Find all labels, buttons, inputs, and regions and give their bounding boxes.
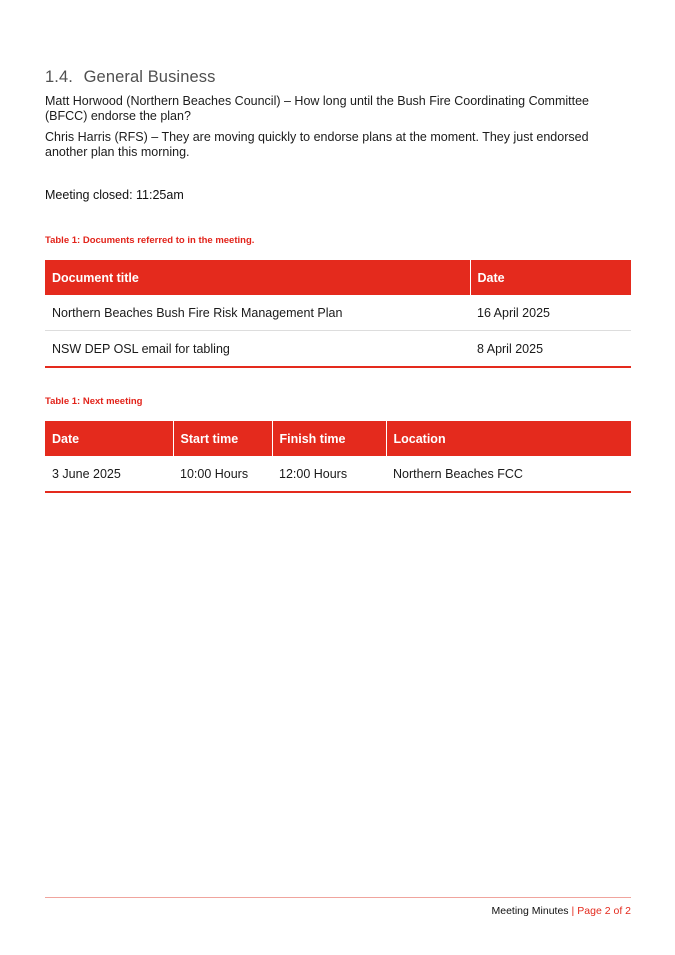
paragraph-answer: Chris Harris (RFS) – They are moving quickly to endorse plans at the moment. They just endorsed another plan this morning.: [45, 130, 589, 159]
table-row: [45, 331, 631, 368]
footer-divider: [45, 897, 631, 898]
document-title-cell: Northern Beaches Bush Fire Risk Management Plan: [45, 295, 470, 331]
next-meeting-table-caption: Table 1: Next meeting: [45, 396, 143, 407]
table-row: [45, 295, 631, 331]
footer-separator: |: [571, 905, 575, 917]
meeting-closed-text: Meeting closed: 11:25am: [45, 188, 184, 202]
paragraph-question: Matt Horwood (Northern Beaches Council) – How long until the Bush Fire Coordinating Committee (BFCC) endorse the plan?: [45, 94, 590, 123]
table-header-row: [45, 421, 631, 456]
column-header-document-title: Document title: [45, 260, 470, 295]
footer-document-name: Meeting Minutes: [491, 905, 569, 917]
column-header-location: Location: [386, 421, 631, 456]
start-time-cell: 10:00 Hours: [173, 456, 272, 492]
footer-page-number: Page 2 of 2: [577, 905, 631, 917]
section-number: 1.4.: [45, 68, 73, 86]
page-footer: [492, 905, 632, 917]
table-header-row: [45, 260, 631, 295]
table-row: [45, 456, 631, 492]
next-meeting-table: [45, 421, 631, 493]
documents-table-caption: Table 1: Documents referred to in the meeting.: [45, 235, 255, 246]
document-title-cell: NSW DEP OSL email for tabling: [45, 331, 470, 368]
column-header-finish-time: Finish time: [272, 421, 386, 456]
document-date-cell: 16 April 2025: [470, 295, 631, 331]
document-date-cell: 8 April 2025: [470, 331, 631, 368]
finish-time-cell: 12:00 Hours: [272, 456, 386, 492]
location-cell: Northern Beaches FCC: [386, 456, 631, 492]
column-header-date: Date: [470, 260, 631, 295]
meeting-date-cell: 3 June 2025: [45, 456, 173, 492]
section-title: General Business: [83, 68, 216, 86]
column-header-start-time: Start time: [173, 421, 272, 456]
section-heading: [45, 68, 215, 87]
column-header-date: Date: [45, 421, 173, 456]
documents-table: [45, 260, 631, 368]
